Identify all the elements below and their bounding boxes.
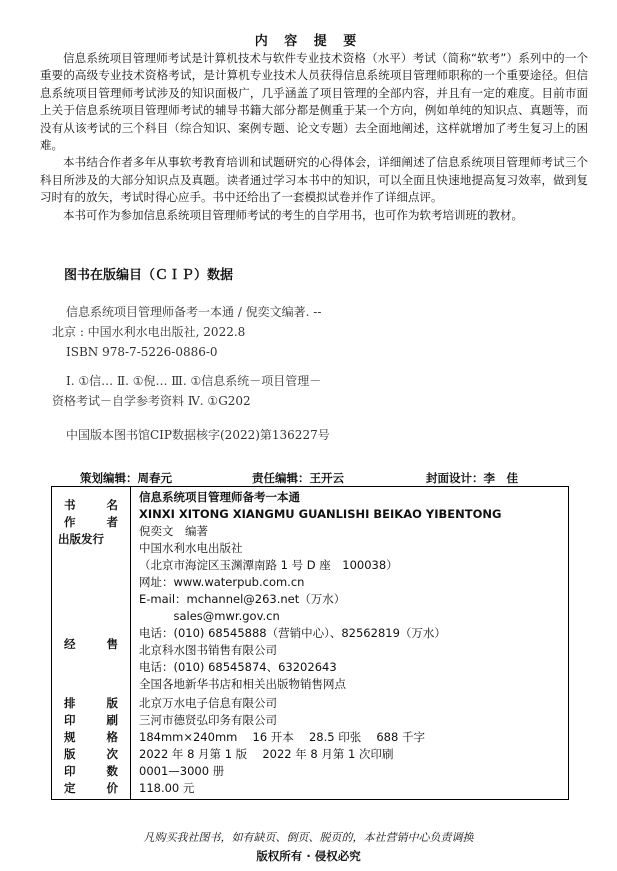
cip-line: 北京 : 中国水利水电出版社, 2022.8 [52,325,246,339]
cip-line: ISBN 978-7-5226-0886-0 [66,345,218,359]
publisher-email: E-mail：mchannel@263.net（万水） [139,592,346,606]
price: 118.00 元 [139,781,195,795]
publisher-website: 网址：www.waterpub.com.cn [139,575,305,589]
label-distribution: 经 售 [64,637,118,651]
cover-design: 封面设计：李 佳 [426,471,518,485]
cip-line: 信息系统项目管理师备考一本通 / 倪奕文编著. -- [66,305,322,319]
summary-paragraph: 本书结合作者多年从事软考教育培训和试题研究的心得体会，详细阐述了信息系统项目管理师考试三个科目所涉及的大部分知识点及真题。读者通过学习本书中的知识，可以全面且快速地提高复习效率，做到复习时有的放矢，考试时得心应手。书中还给出了一套模拟试卷并作了详细点评。 [40,155,588,205]
label-publisher: 出版发行 [58,532,104,546]
replacement-notice: 凡购买我社图书，如有缺页、倒页、脱页的，本社营销中心负责调换 [143,831,474,844]
label-book-title: 书 名 作 者 出版发行 经 售 [52,487,131,694]
responsible-editor: 责任编辑：王开云 [252,471,344,485]
book-title-pinyin: XINXI XITONG XIANGMU GUANLISHI BEIKAO YIBENTONG [139,507,502,521]
printer: 三河市德贤弘印务有限公司 [139,713,277,727]
spec-values [131,693,569,800]
author: 倪奕文 编著 [139,524,208,538]
distributor-phone: 电话：(010) 68545874、63202643 [139,660,337,674]
spec-labels: 排 版 印 刷 规 格 版 次 印 数 定 价 [52,693,131,800]
cip-heading: 图书在版编目（ＣＩＰ）数据 [64,268,234,283]
cip-class-line: Ⅰ. ①信… Ⅱ. ①倪… Ⅲ. ①信息系统－项目管理－ [66,374,322,388]
book-title: 信息系统项目管理师备考一本通 [139,490,300,504]
distributor: 北京科水图书销售有限公司 [139,643,277,657]
cip-verification [66,425,586,445]
summary-paragraph: 信息系统项目管理师考试是计算机技术与软件专业技术资格（水平）考试（简称“软考”）系列中的一个重要的高级专业技术资格考试，是计算机专业技术人员获得信息系统项目管理师职称的一个重要途径。但信息系统项目管理师考试涉及的知识面极广，几乎涵盖了项目管理的全部内容，并且有一定的难度。目前市面上关于信息系统项目管理师考试的辅导书籍大部分都是侧重于某一个方向，例如单纯的知识点、真题等，而没有从该考试的三个科目（综合知识、案例专题、论文专题）去全面地阐述，这样就增加了考生复习上的困难。 [40,51,588,153]
publisher-address: （北京市海淀区玉渊潭南路 1 号 D 座 100038） [139,558,398,572]
publication-details [131,487,569,694]
cip-classification [52,371,586,411]
format: 184mm×240mm 16 开本 28.5 印张 688 千字 [139,730,425,744]
summary-body [40,50,588,224]
summary-paragraph: 本书可作为参加信息系统项目管理师考试的考生的自学用书，也可作为软考培训班的教材。 [63,207,523,222]
summary-title: 内 容 提 要 [254,34,363,49]
print-run: 0001—3000 册 [139,764,225,778]
publisher-email-2: sales@mwr.gov.cn [139,609,280,623]
cip-verification-number: 中国版本图书馆CIP数据核字(2022)第136227号 [66,428,330,442]
publisher-phone: 电话：(010) 68545888（营销中心）、82562819（万水） [139,626,446,640]
publication-info-table [51,486,569,800]
rights-notice: 版权所有 · 侵权必究 [256,849,361,863]
edition: 2022 年 8 月第 1 版 2022 年 8 月第 1 次印刷 [139,747,394,761]
cip-class-line: 资格考试－自学参考资料 Ⅳ. ①G202 [52,394,251,408]
planning-editor: 策划编辑：周春元 [80,471,172,485]
cip-record [52,302,586,362]
distribution-outlets: 全国各地新华书店和相关出版物销售网点 [139,677,346,691]
typesetter: 北京万水电子信息有限公司 [139,696,277,710]
publisher-line: 中国水利水电出版社 [139,541,243,555]
